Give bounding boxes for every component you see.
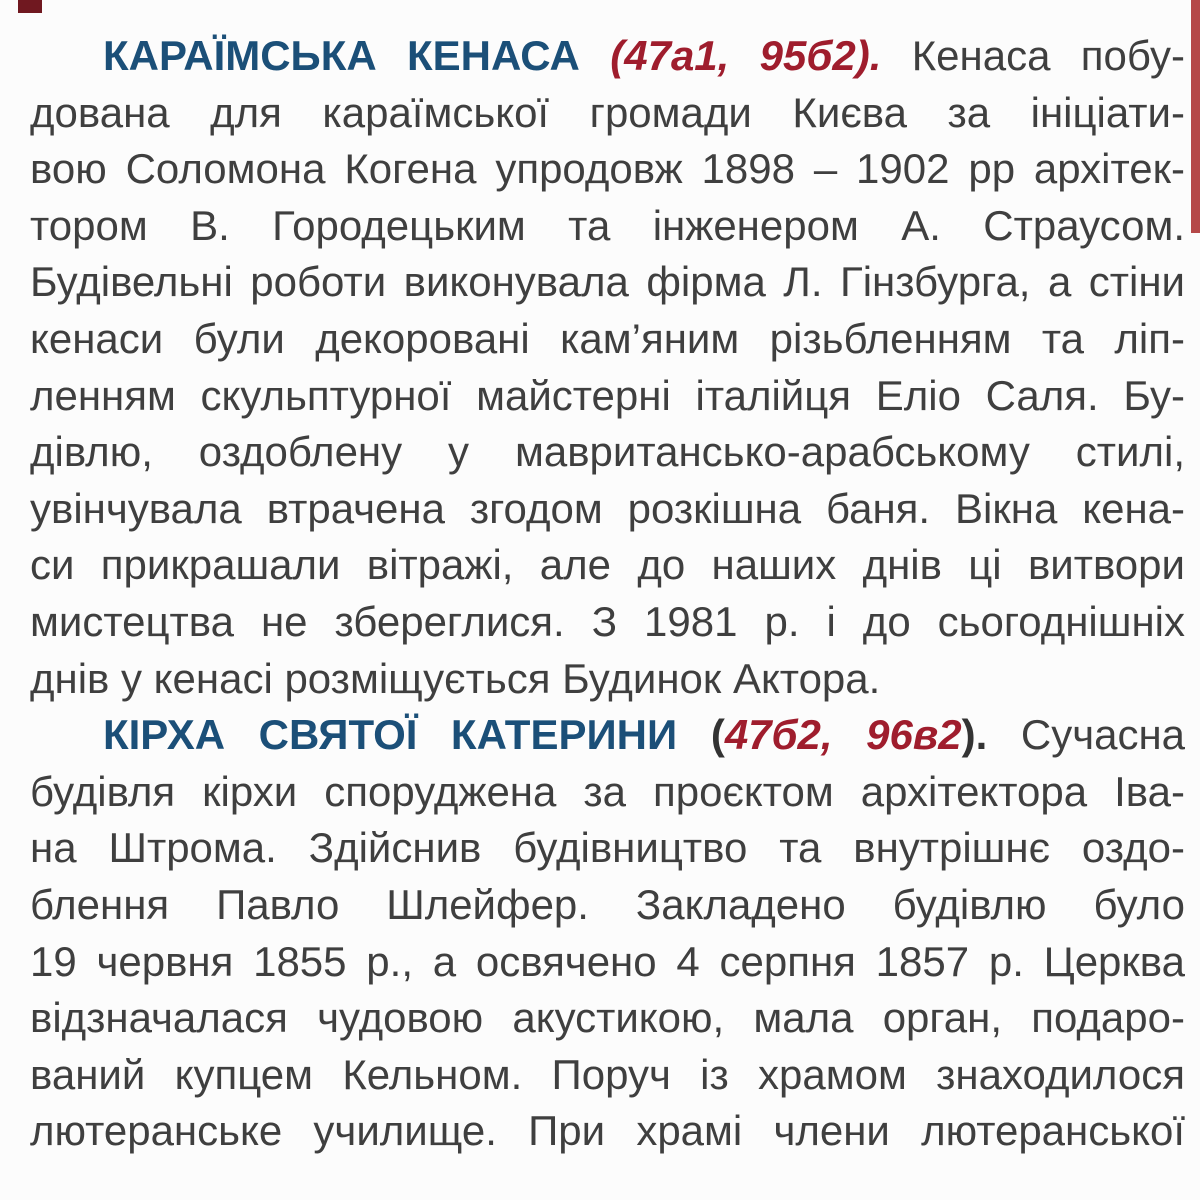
text-segment: кенаси були декоровані кам’яним різьбленням та ліп-: [30, 314, 1185, 362]
text-line: [30, 141, 1185, 198]
section-heading: КІРХА СВЯТОЇ КАТЕРИНИ: [103, 711, 678, 759]
text-segment: відзначалася чудовою акустикою, мала орган, подаро-: [30, 994, 1185, 1042]
text-segment: ваний купцем Кельном. Поруч із храмом знаходилося: [30, 1050, 1185, 1098]
text-segment: си прикрашали вітражі, але до наших днів ці витвори: [30, 541, 1185, 589]
text-segment: Будівельні роботи виконувала фірма Л. Гінзбурга, а стіни: [30, 258, 1185, 306]
text-segment: увінчувала втрачена згодом розкішна баня. Вікна кена-: [30, 484, 1185, 532]
text-line: [30, 707, 1185, 764]
paragraph-indent: [30, 748, 103, 749]
map-reference: 47б2, 96в2: [724, 711, 962, 759]
text-segment: блення Павло Шлейфер. Закладено будівлю було: [30, 880, 1185, 928]
text-line: [30, 368, 1185, 425]
text-line: [30, 594, 1185, 651]
text-segment: (: [710, 711, 725, 759]
text-segment: на Штрома. Здійснив будівництво та внутрішнє оздо-: [30, 824, 1185, 872]
text-segment: лютеранське училище. При храмі члени лютеранської: [30, 1107, 1185, 1155]
text-segment: дована для караїмської громади Києва за ініціати-: [30, 88, 1185, 136]
text-line: [30, 424, 1185, 481]
text-line: [30, 1047, 1185, 1104]
text-line: [30, 934, 1185, 991]
text-segment: [580, 32, 610, 79]
text-segment: дівлю, оздоблену у мавритансько-арабському стилі,: [30, 428, 1185, 476]
text-line: [30, 537, 1185, 594]
text-segment: Кенаса побу-: [881, 32, 1186, 79]
text-segment: будівля кірхи споруджена за проєктом архітектора Іва-: [30, 767, 1185, 815]
page-corner-mark: [18, 0, 42, 13]
text-segment: [677, 711, 711, 758]
text-segment: мистецтва не збереглися. З 1981 р. і до сьогоднішніх: [30, 597, 1185, 645]
map-reference: (47а1, 95б2).: [610, 32, 882, 79]
text-line: [30, 651, 1185, 708]
text-segment: Сучасна: [1020, 711, 1185, 759]
text-segment: 19 червня 1855 р., а освячено 4 серпня 1857 р. Церква: [30, 937, 1185, 985]
text-line: [30, 1103, 1185, 1160]
text-segment: тором В. Городецьким та інженером А. Страусом.: [30, 201, 1185, 249]
text-line: [30, 311, 1185, 368]
text-line: [30, 820, 1185, 877]
text-line: [30, 877, 1185, 934]
text-line: [30, 764, 1185, 821]
text-line: [30, 198, 1185, 255]
section-heading: КАРАЇМСЬКА КЕНАСА: [103, 32, 580, 79]
page-edge-strip: [1191, 0, 1200, 233]
text-segment: вою Соломона Когена упродовж 1898 – 1902 рр архітек-: [30, 145, 1185, 193]
paragraph-indent: [30, 69, 103, 70]
text-line: [30, 254, 1185, 311]
text-line: [30, 481, 1185, 538]
text-line: [30, 28, 1185, 85]
text-segment: ).: [961, 711, 1021, 759]
text-segment: ленням скульптурної майстерні італійця Еліо Саля. Бу-: [30, 371, 1185, 419]
text-line: [30, 990, 1185, 1047]
text-line: [30, 85, 1185, 142]
text-segment: днів у кенасі розміщується Будинок Актора.: [30, 654, 881, 702]
